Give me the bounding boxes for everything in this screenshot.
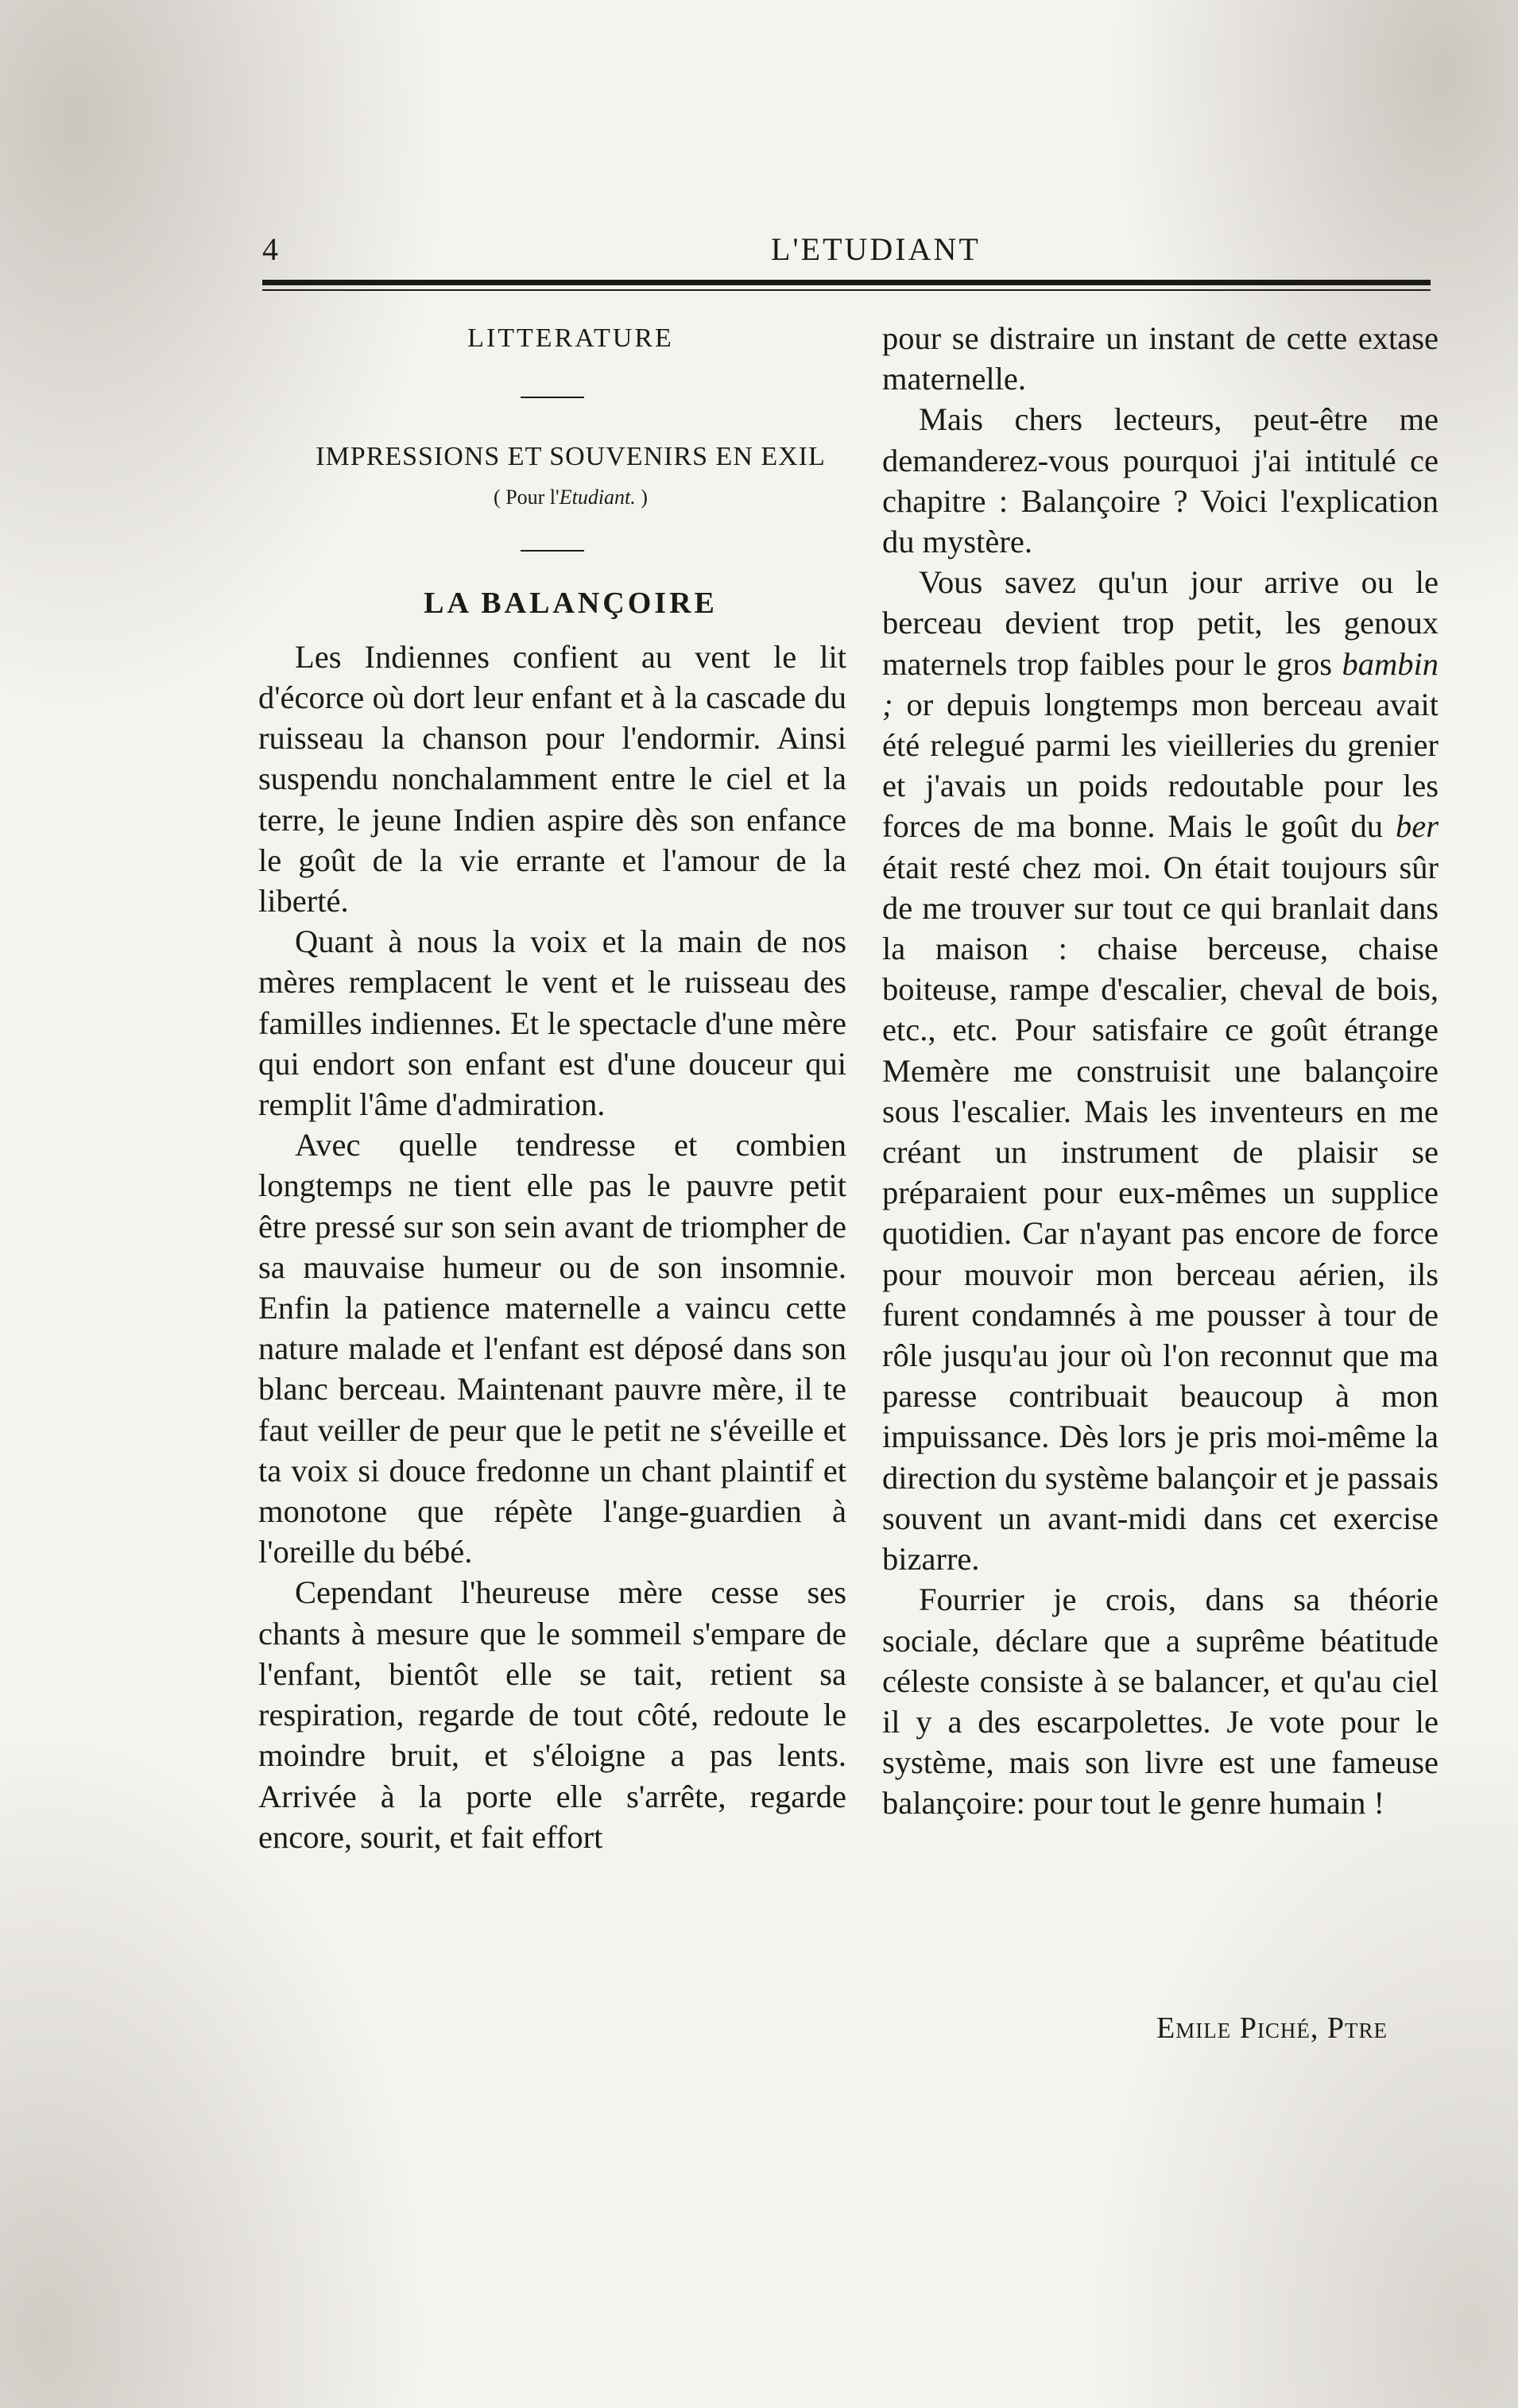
paragraph: Fourrier je crois, dans sa théorie sociale, déclare que a suprême béatitude céleste consiste à se balancer, et qu'au ciel il y a des escarpolettes. Je vote pour le système, mais son livre est une fameuse balançoire: pour tout le genre humain ! — [882, 1581, 1439, 1821]
short-rule — [521, 397, 584, 398]
italic-word: ber — [1396, 808, 1439, 845]
byline-suffix: ) — [635, 486, 648, 509]
byline-prefix: ( Pour l' — [494, 486, 560, 509]
section-title: LITTERATURE — [467, 323, 674, 353]
text-run: était resté chez moi. On était toujours sûr de me trouver sur tout ce qui branlait dans la maison : chaise berceuse, chaise boiteuse, rampe d'escalier, cheval de bois, etc., etc. Pour satisfaire ce goût étrange Memère me construisit une balançoire sous l'escalier. Mais les inventeurs en me créant un instrument de plaisir se préparaient pour eux-mêmes un supplice quotidien. Car n'ayant pas encore de force pour mouvoir mon berceau aérien, ils furent condamnés à me pousser à tour de rôle jusqu'au jour où l'on reconnut que ma paresse contribuait beaucoup à mon impuissance. Dès lors je pris moi-même la direction du système balançoir et je passais souvent un avant-midi dans cet exercise bizarre. — [882, 849, 1439, 1578]
text-run: or depuis longtemps mon berceau avait été relegué parmi les vieilleries du grenier et j'avais un poids redoutable pour les forces de ma bonne. Mais le goût du — [882, 686, 1439, 845]
page-header — [262, 230, 1431, 278]
signature: Emile Piché, Ptre — [1156, 2011, 1388, 2045]
header-rule-thin — [262, 289, 1431, 291]
paragraph: pour se distraire un instant de cette extase maternelle. — [882, 320, 1439, 397]
byline — [258, 477, 846, 517]
subtitle: LA BALANÇOIRE — [424, 586, 718, 620]
paragraph: Cependant l'heureuse mère cesse ses chants à mesure que le sommeil s'empare de l'enfant, bientôt elle se tait, retient sa respiration, regarde de tout côté, redoute le moindre bruit, et s'éloigne a pas lents. Arrivée à la porte elle s'arrête, regarde encore, sourit, et fait effort — [258, 1574, 846, 1855]
text-run: Vous savez qu'un jour arrive ou le berceau devient trop petit, les genoux maternels trop faibles pour le gros — [882, 564, 1439, 682]
italic-word: bambin ; — [882, 645, 1439, 722]
paragraph — [882, 562, 1439, 1579]
header-rule-thick — [262, 280, 1431, 285]
paragraph: Quant à nous la voix et la main de nos mères remplacent le vent et le ruisseau des familles indiennes. Et le spectacle d'une mère qui endort son enfant est d'une douceur qui remplit l'âme d'admiration. — [258, 923, 846, 1123]
right-column — [882, 318, 1439, 1824]
article-title: IMPRESSIONS ET SOUVENIRS EN EXIL — [316, 442, 826, 472]
paragraph: Mais chers lecteurs, peut-être me demanderez-vous pourquoi j'ai intitulé ce chapitre : Balançoire ? Voici l'explication du mystère. — [882, 401, 1439, 560]
paragraph: Avec quelle tendresse et combien longtemps ne tient elle pas le pauvre petit être pressé sur son sein avant de triompher de sa mauvaise humeur ou de son insomnie. Enfin la patience maternelle a vaincu cette nature malade et l'enfant est déposé dans son blanc berceau. Maintenant pauvre mère, il te faut veiller de peur que le petit ne s'éveille et ta voix si douce fredonne un chant plaintif et monotone que répète l'ange-guardien à l'oreille du bébé. — [258, 1127, 846, 1570]
page-number: 4 — [262, 231, 280, 267]
short-rule-2 — [521, 550, 584, 552]
journal-name: L'ETUDIANT — [771, 231, 981, 267]
paragraph: Les Indiennes confient au vent le lit d'écorce où dort leur enfant et à la cascade du ruisseau la chanson pour l'endormir. Ainsi suspendu nonchalamment entre le ciel et la terre, le jeune Indien aspire dès son enfance le goût de la vie errante et l'amour de la liberté. — [258, 638, 846, 919]
left-column — [258, 318, 846, 1857]
byline-italic: Etudiant. — [559, 486, 636, 509]
